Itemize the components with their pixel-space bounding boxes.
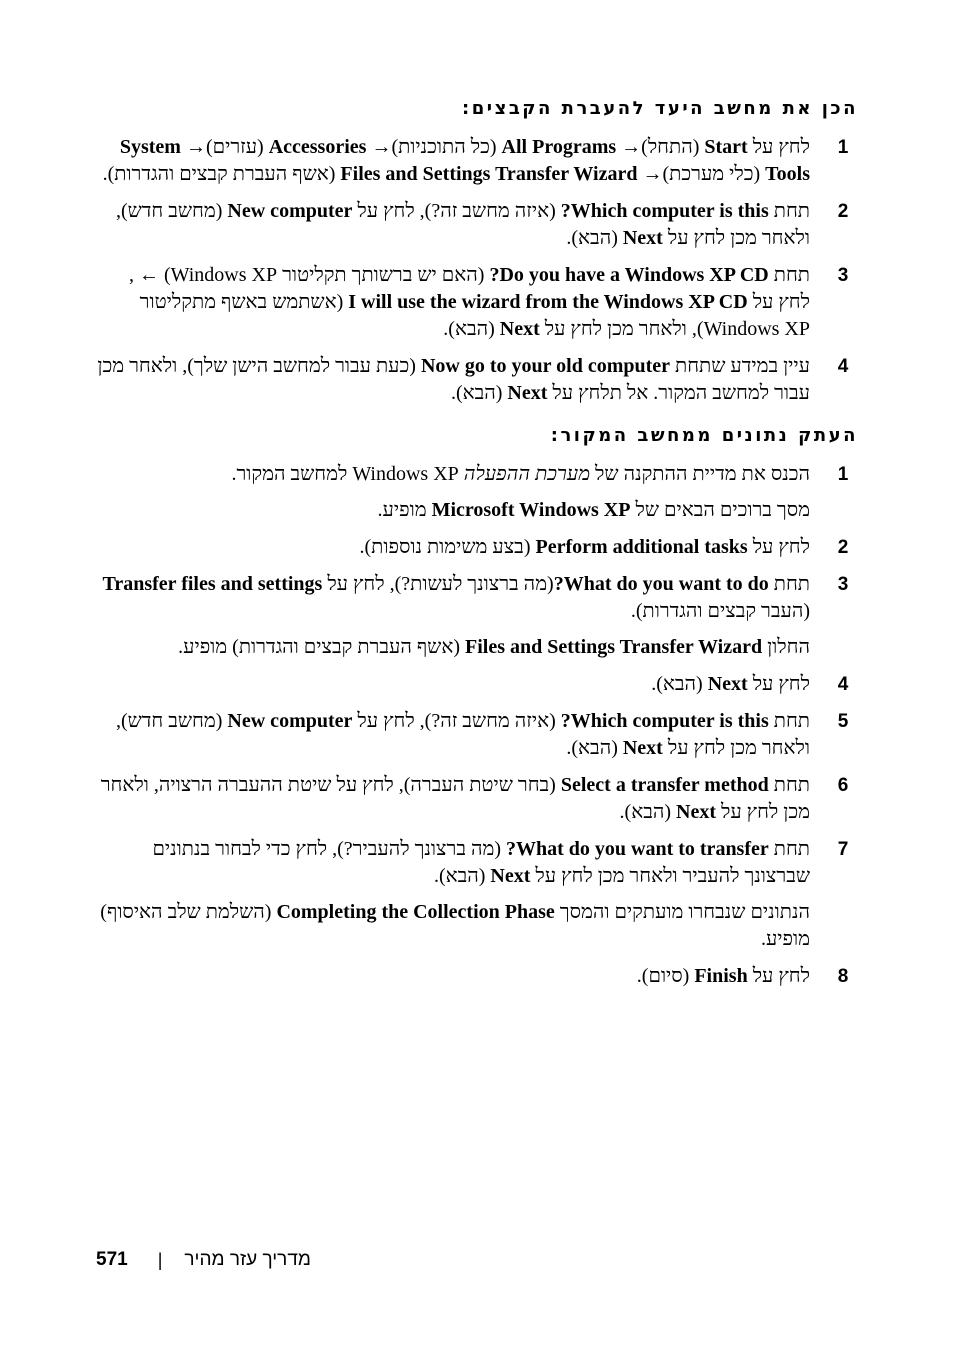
step-item [96, 571, 858, 661]
step-number: 1 [837, 464, 849, 485]
step-item [96, 708, 858, 762]
step-item [96, 534, 858, 561]
step-number: 8 [837, 966, 849, 987]
step-item [96, 836, 858, 953]
step-item [96, 671, 858, 698]
step-item [96, 772, 858, 826]
step-text: לחץ על Perform additional tasks (בצע משימות נוספות). [359, 536, 810, 558]
step-item [96, 353, 858, 407]
step-text: תחת Select a transfer method (בחר שיטת העברה), לחץ על שיטת ההעברה הרצויה, ולאחר מכן לחץ על Next (הבא). [100, 774, 810, 823]
step-item [96, 198, 858, 252]
step-text: לחץ על Start (התחל)→ All Programs (כל התוכניות)→ Accessories (עזרים)→ System Tools (כלי מערכת)→ Files and Settings Transfer Wizard (אשף העברת קבצים והגדרות). [102, 136, 810, 185]
step-number: 4 [837, 356, 849, 377]
step-item [96, 134, 858, 188]
step-text: תחת Which computer is this? (איזה מחשב זה?), לחץ על New computer (מחשב חדש), ולאחר מכן לחץ על Next (הבא). [115, 200, 810, 249]
step-text: תחת Which computer is this? (איזה מחשב זה?), לחץ על New computer (מחשב חדש), ולאחר מכן לחץ על Next (הבא). [115, 710, 810, 759]
footer-separator: | [157, 1249, 163, 1270]
step-number: 3 [837, 574, 849, 595]
step-number: 1 [837, 137, 849, 158]
step-text: לחץ על Finish (סיום). [636, 965, 810, 987]
step-note: החלון Files and Settings Transfer Wizard (אשף העברת קבצים והגדרות) מופיע. [178, 636, 810, 658]
step-number: 4 [837, 674, 849, 695]
section-title-prepare-destination: הכן את מחשב היעד להעברת הקבצים: [462, 98, 858, 119]
step-text: עיין במידע שתחת Now go to your old computer (כעת עבור למחשב הישן שלך), ולאחר מכן עבור למחשב המקור. אל תלחץ על Next (הבא). [97, 355, 810, 404]
step-text: תחת What do you want to do?(מה ברצונך לעשות?), לחץ על Transfer files and settings (העבר קבצים והגדרות). [102, 573, 810, 622]
step-number: 2 [837, 537, 849, 558]
section-title-copy-source: העתק נתונים ממחשב המקור: [550, 425, 858, 446]
step-item [96, 963, 858, 990]
step-text: תחת What do you want to transfer? (מה ברצונך להעביר?), לחץ כדי לבחור בנתונים שברצונך להעביר ולאחר מכן לחץ על Next (הבא). [152, 838, 810, 887]
step-note: הנתונים שנבחרו מועתקים והמסך Completing the Collection Phase (השלמת שלב האיסוף) מופיע. [100, 901, 810, 950]
step-text: תחת Do you have a Windows XP CD? (האם יש ברשותך תקליטור Windows XP) ← , לחץ על I will use the wizard from the Windows XP CD (אשתמש באשף מתקליטור Windows XP), ולאחר מכן לחץ על Next (הבא). [128, 264, 810, 340]
step-number: 3 [837, 265, 849, 286]
document-body [96, 96, 858, 1000]
step-item [96, 262, 858, 343]
step-number: 7 [837, 839, 849, 860]
step-item [96, 461, 858, 524]
step-text: הכנס את מדיית ההתקנה של מערכת ההפעלה Windows XP למחשב המקור. [231, 463, 810, 485]
page-footer [96, 1246, 496, 1274]
step-number: 2 [837, 201, 849, 222]
step-note: מסך ברוכים הבאים של Microsoft Windows XP מופיע. [377, 499, 810, 521]
page-number: 571 [96, 1249, 128, 1270]
footer-title: מדריך עזר מהיר [184, 1249, 311, 1270]
step-text: לחץ על Next (הבא). [651, 673, 810, 695]
step-number: 5 [837, 711, 849, 732]
step-number: 6 [837, 775, 849, 796]
